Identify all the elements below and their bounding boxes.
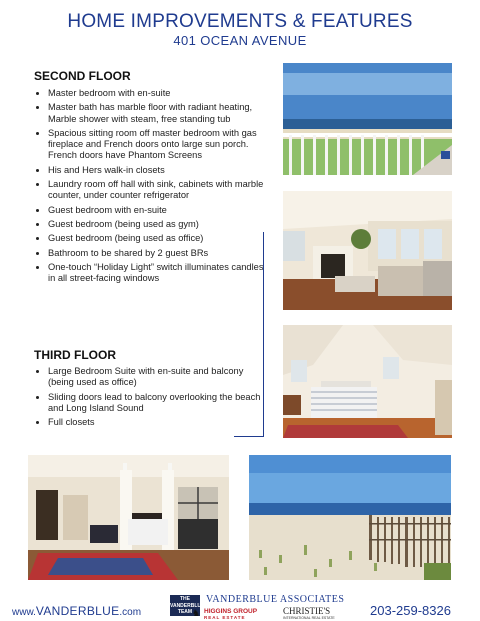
second-floor-heading: SECOND FLOOR [34, 69, 131, 83]
list-item: • Full closets [48, 417, 266, 428]
photo-beach-fence [249, 455, 451, 580]
accent-line-horizontal [234, 436, 264, 437]
list-item: • Master bedroom with en-suite [48, 88, 266, 99]
list-item: • Master bath has marble floor with radiant heating, Marble shower with steam, free standing tub [48, 102, 266, 125]
brand-name: VANDERBLUE ASSOCIATES [206, 594, 345, 605]
higgins-group-logo [204, 608, 257, 620]
horse-carriage-icon: ♞ [192, 608, 201, 618]
photo-porch-ocean [283, 63, 452, 175]
list-item: • His and Hers walk-in closets [48, 165, 266, 176]
team-logo-line2: VANDERBLUE [170, 602, 205, 609]
url-suffix: .com [119, 607, 142, 618]
list-item: • Guest bedroom (being used as gym) [48, 219, 266, 230]
website-link[interactable] [12, 604, 141, 618]
phone-number[interactable]: 203-259-8326 [370, 603, 451, 618]
third-floor-list [22, 366, 266, 431]
christies-sub: INTERNATIONAL REAL ESTATE [283, 616, 335, 620]
list-item: • Sliding doors lead to balcony overlooking the beach and Long Island Sound [48, 392, 266, 415]
photo-master-bedroom [28, 455, 229, 580]
accent-line-vertical [263, 232, 264, 437]
photo-bedroom-suite [283, 325, 452, 438]
list-item: • Large Bedroom Suite with en-suite and balcony (being used as office) [48, 366, 266, 389]
christies-logo: CHRISTIE'S [283, 606, 331, 616]
team-logo-line1: THE [180, 596, 190, 602]
higgins-name: HIGGINS GROUP [204, 608, 258, 615]
third-floor-heading: THIRD FLOOR [34, 348, 116, 362]
list-item: • Bathroom to be shared by 2 guest BRs [48, 248, 266, 259]
higgins-sub: REAL ESTATE [204, 615, 246, 620]
list-item: • Guest bedroom (being used as office) [48, 233, 266, 244]
page-title: HOME IMPROVEMENTS & FEATURES [67, 11, 413, 32]
list-item: • Spacious sitting room off master bedroom with gas fireplace and French doors onto large sun porch. French doors have Phantom Screens [48, 128, 266, 162]
list-item: • Guest bedroom with en-suite [48, 205, 266, 216]
page-subtitle: 401 OCEAN AVENUE [173, 33, 307, 48]
second-floor-list [22, 88, 266, 287]
url-main: VANDERBLUE [35, 604, 120, 618]
list-item: • One-touch “Holiday Light” switch illuminates candles in all street-facing windows [48, 262, 266, 285]
team-logo-line3: TEAM [177, 609, 193, 615]
url-prefix: www. [12, 607, 36, 618]
photo-sitting-room [283, 191, 452, 310]
list-item: • Laundry room off hall with sink, cabinets with marble counter, under counter refrigerator [48, 179, 266, 202]
